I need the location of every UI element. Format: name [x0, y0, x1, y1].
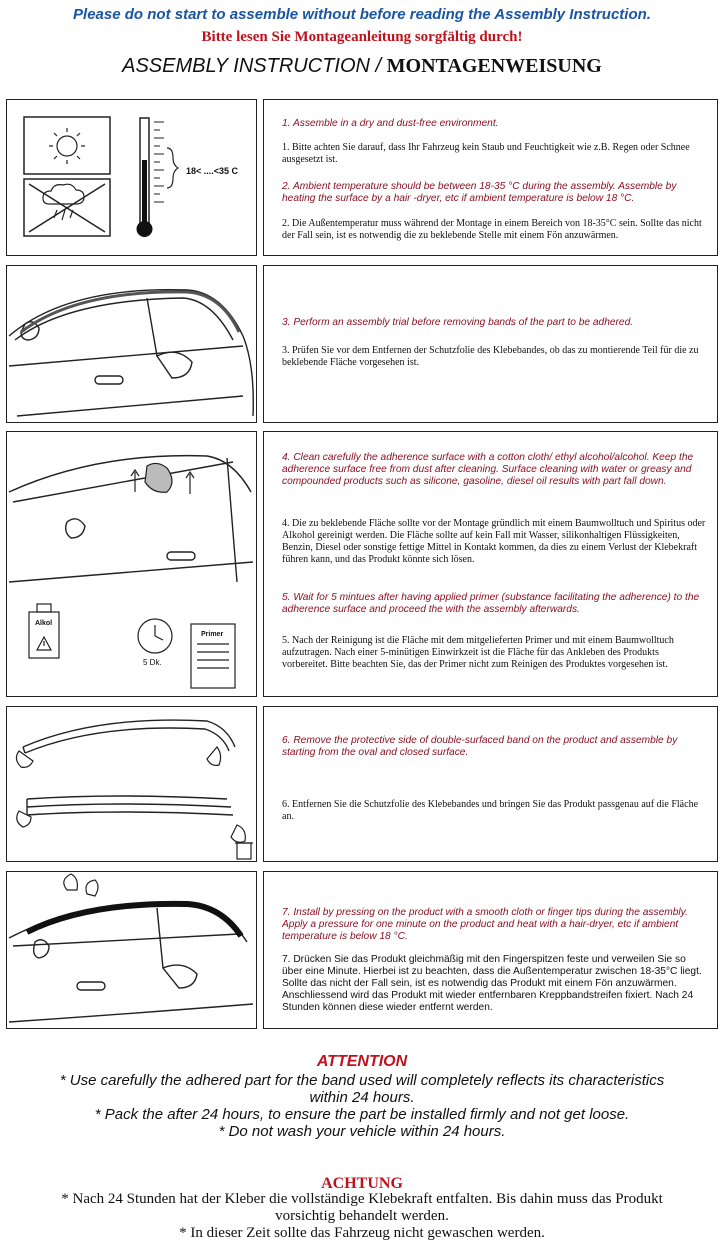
title-de: MONTAGENWEISUNG: [386, 55, 602, 77]
bottle-label: Alkol: [35, 620, 53, 627]
sun-icon: [49, 128, 85, 164]
achtung-body: [30, 1191, 694, 1242]
primer-label: Primer: [201, 631, 224, 638]
step2-de: 2. Die Außentemperatur muss während der Montage in einem Bereich von 18-35°C sein. Sollte das nicht der Fall sein, ist es notwendig die zu beklebende Stelle mit einem Fön anzuwärmen.: [282, 218, 702, 241]
step4-5-illustration: [6, 431, 257, 697]
step3-de: 3. Prüfen Sie vor dem Entfernen der Schutzfolie des Klebebandes, ob das zu montierende Teil für die zu beklebende Fläche vorgesehen ist.: [282, 345, 699, 368]
hand-icon: [16, 747, 245, 842]
cleaning-primer-drawing: [7, 432, 258, 698]
clock-label: 5 Dk.: [143, 658, 162, 667]
title-en: ASSEMBLY INSTRUCTION /: [122, 55, 382, 77]
thermometer-icon: [137, 118, 179, 237]
attention-line-3: * Do not wash your vehicle within 24 hours.: [218, 1123, 506, 1140]
trash-bin-icon: [235, 843, 253, 859]
step3-text-box: [263, 265, 718, 423]
step6-illustration: [6, 706, 257, 862]
step3-illustration: [6, 265, 257, 423]
achtung-line-1: * Nach 24 Stunden hat der Kleber die vollständige Klebekraft entfalten. Bis dahin muss das Produkt vorsichtig behandelt werden.: [61, 1191, 663, 1224]
temperature-label: 18< ....<35 C: [186, 166, 239, 176]
step7-de: 7. Drücken Sie das Produkt gleichmäßig mit den Fingerspitzen feste und verweilen Sie so über eine Minute. Hierbei ist zu beachten, dass die Außentemperatur zwischen 18-35°C liegt. Sollte das nicht der Fall sein, ist es notwendig das Produkt mit einem Fön anzuwärmen. Anschliessend wird das Produkt mit wieder entfernbaren Kreppbandstreifen fixiert. Nach 24 Stunden können diese wieder entfernt werden.: [282, 954, 702, 1013]
step1-text-box: [263, 99, 718, 256]
warning-en: Please do not start to assemble without before reading the Assembly Instruction.: [73, 6, 651, 23]
step4-de: 4. Die zu beklebende Fläche sollte vor der Montage gründlich mit einem Baumwolltuch und Spiritus oder Alkohol gereinigt werden. Die Fläche sollte auf kein Fall mit Wasser, silikonhaltigen Flüssigkeiten, Benzin, Diesel oder sonstige fettige Mittel in Kontakt kommen, da dies zu einem Verlust der Klebekraft führen kann, und das Produkt könnte sich lösen.: [282, 518, 706, 565]
step7-illustration: [6, 871, 257, 1029]
step7-en: 7. Install by pressing on the product with a smooth cloth or finger tips during the assembly. Apply a pressure for one minute on the product and heat with a hair-dryer, etc if ambient temperature is below 18 °C.: [282, 907, 688, 942]
step6-en: 6. Remove the protective side of double-surfaced band on the product and assemble by starting from the oval and closed surface.: [282, 735, 678, 758]
alcohol-bottle-icon: [29, 604, 59, 658]
step1-illustration: [6, 99, 257, 256]
clock-icon: [138, 619, 172, 653]
step3-en: 3. Perform an assembly trial before removing bands of the part to be adhered.: [282, 317, 634, 328]
step1-en: 1. Assemble in a dry and dust-free environment.: [282, 118, 499, 129]
step5-de: 5. Nach der Reinigung ist die Fläche mit dem mitgelieferten Primer und mit einem Baumwolltuch aufzutragen. Nach einer 5-minütigen Einwirkzeit ist die Fläche für das Ankleben des Produkts vorbereitet. Bitte beachten Sie, das der Primer nicht zum Reinigen des Produktes vorgesehen ist.: [282, 635, 674, 670]
attention-body: [40, 1072, 684, 1140]
step6-de: 6. Entfernen Sie die Schutzfolie des Klebebandes und bringen Sie das Produkt passgenau auf die Fläche an.: [282, 799, 699, 822]
car-window-trial-drawing: [7, 266, 258, 424]
hand-icon: [64, 874, 98, 896]
band-removal-drawing: [7, 707, 258, 863]
attention-line-1: * Use carefully the adhered part for the band used will completely reflects its characteristics within 24 hours.: [59, 1072, 665, 1106]
page-title: [0, 55, 724, 78]
attention-heading: ATTENTION: [316, 1053, 408, 1070]
step4-en: 4. Clean carefully the adherence surface with a cotton cloth/ ethyl alcohol/alcohol. Keep the adherence surface free from dust after cleaning. Surface cleaning with water or greasy and compounded products such as silicone, gasoline, diesel oil results with part fall down.: [282, 452, 694, 487]
step1-de: 1. Bitte achten Sie darauf, dass Ihr Fahrzeug kein Staub und Feuchtigkeit wie z.B. Regen oder Schnee ausgesetzt ist.: [282, 142, 690, 165]
achtung-heading: ACHTUNG: [321, 1175, 403, 1192]
warning-de: Bitte lesen Sie Montageanleitung sorgfältig durch!: [201, 29, 523, 45]
attention-line-2: * Pack the after 24 hours, to ensure the part be installed firmly and not get loose.: [94, 1106, 630, 1123]
hand-cloth-icon: [145, 463, 172, 492]
step5-en: 5. Wait for 5 mintues after having applied primer (substance facilitating the adherence) to the adherence surface and proceed the with the assembly afterwards.: [282, 592, 700, 615]
step7-text-box: [263, 871, 718, 1029]
step6-text-box: [263, 706, 718, 862]
weather-thermometer-drawing: [7, 100, 258, 257]
achtung-line-2: * In dieser Zeit sollte das Fahrzeug nicht gewaschen werden.: [179, 1225, 545, 1241]
pressing-deflector-drawing: [7, 872, 258, 1030]
step4-5-text-box: [263, 431, 718, 697]
step2-en: 2. Ambient temperature should be between 18-35 °C during the assembly. Assemble by heating the surface by a hair -dryer, etc if ambient temperature is below 18 °C.: [282, 181, 677, 204]
